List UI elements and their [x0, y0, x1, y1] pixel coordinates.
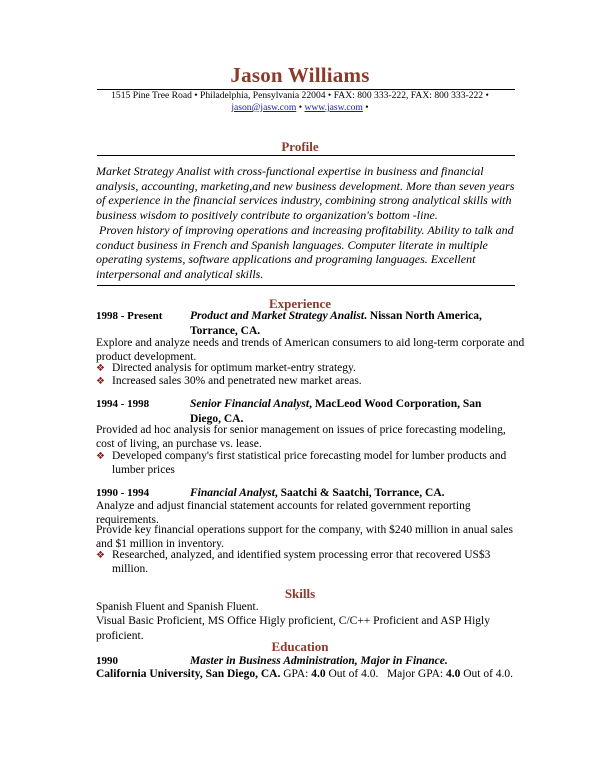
job-2-header — [96, 397, 526, 426]
profile-paragraph-1: Market Strategy Analist with cross-functional expertise in business and financial analysis, accounting, marketing,and new business development. More than seven years of experience in the financial services industry, combining strong analytical skills with business wisdom to positively contribute to organization's bottom -line. — [96, 164, 515, 223]
job-3-bullet-1-text: Researched, analyzed, and identified system processing error that recovered US$3 million. — [112, 549, 491, 575]
education-date: 1990 — [96, 655, 118, 667]
contact-trailing: • — [362, 102, 369, 113]
job-2-description: Provided ad hoc analysis for senior management on issues of price forecasting modeling, cost of living, an purchase vs. lease. — [96, 424, 506, 450]
job-1-description: Explore and analyze needs and trends of American consumers to aid long-term corporate and product development. — [96, 337, 525, 363]
contact-separator: • — [296, 102, 305, 113]
diamond-bullet-icon: ❖ — [96, 550, 105, 561]
job-3-description-2: Provide key financial operations support for the company, with $240 million in anual sales and $1 million in inventory. — [96, 524, 513, 550]
job-1-bullet-2 — [96, 375, 526, 389]
skills-software: Visual Basic Proficient, MS Office Higly proficient, C/C++ Proficient and ASP Higly proficient. — [96, 615, 490, 642]
email-link[interactable]: jason@jasw.com — [231, 102, 297, 113]
profile-heading: Profile — [281, 139, 319, 154]
job-3-description: Analyze and adjust financial statement accounts for related government reporting requirements. — [96, 500, 471, 526]
gpa-label: GPA: — [280, 668, 312, 680]
experience-heading: Experience — [268, 296, 332, 311]
candidate-name: Jason Williams — [230, 63, 370, 87]
job-1-bullet-1-text: Directed analysis for optimum market-entry strategy. — [112, 362, 356, 374]
job-1-bullet-2-text: Increased sales 30% and penetrated new market areas. — [112, 375, 362, 387]
profile-paragraph-2: Proven history of improving operations and increasing profitability. Ability to talk and conduct business in French and Spanish languages. Computer literate in multiple operating systems, software applications and programing languages. Excellent interpersonal and analytical skills. — [96, 222, 514, 281]
skills-heading: Skills — [284, 586, 316, 601]
diamond-bullet-icon: ❖ — [96, 451, 105, 462]
job-2-bullet-1 — [96, 450, 526, 477]
job-2-date: 1994 - 1998 — [96, 398, 150, 410]
skills-languages: Spanish Fluent and Spanish Fluent. — [96, 601, 259, 613]
job-1-title: Product and Market Strategy Analist — [190, 310, 365, 322]
education-school-line — [96, 667, 536, 682]
contact-address-line: 1515 Pine Tree Road • Philadelphia, Pensylvania 22004 • FAX: 800 333-222, FAX: 800 333-222 • — [111, 90, 489, 101]
major-gpa-out: Out of 4.0. — [460, 668, 514, 680]
job-3-header — [96, 486, 526, 501]
education-heading: Education — [271, 639, 329, 654]
job-3-bullet-1 — [96, 549, 526, 576]
website-link[interactable]: www.jasw.com — [304, 102, 363, 113]
education-degree: Master in Business Administration, Major in Finance. — [190, 655, 448, 667]
job-1-company: . Nissan North America, Torrance, CA. — [190, 310, 482, 337]
job-1-title-line — [190, 309, 510, 338]
major-gpa-value: 4.0 — [445, 668, 461, 680]
job-1-date: 1998 - Present — [96, 310, 163, 322]
profile-bottom-divider — [97, 285, 515, 286]
job-2-title-line — [190, 397, 510, 426]
gpa-value: 4.0 — [311, 668, 326, 680]
job-2-bullet-1-text: Developed company's first statistical price forecasting model for lumber products and lumber prices — [112, 450, 507, 476]
job-3-company: , Saatchi & Saatchi, Torrance, CA. — [274, 487, 445, 499]
job-2-company: , MacLeod Wood Corporation, San Diego, CA. — [190, 398, 482, 425]
diamond-bullet-icon: ❖ — [96, 363, 105, 374]
job-3-date: 1990 - 1994 — [96, 487, 150, 499]
profile-summary — [96, 164, 526, 282]
gpa-out: Out of 4.0. Major GPA: — [325, 668, 446, 680]
job-1-bullet-1 — [96, 362, 526, 376]
job-3-title-line — [190, 486, 510, 501]
job-3-title: Financial Analyst — [190, 487, 275, 499]
job-1-header — [96, 309, 526, 338]
profile-divider — [97, 155, 515, 156]
education-school: California University, San Diego, CA. — [96, 668, 281, 680]
contact-links-line — [0, 102, 600, 114]
diamond-bullet-icon: ❖ — [96, 376, 105, 387]
job-2-title: Senior Financial Analyst — [190, 398, 310, 410]
